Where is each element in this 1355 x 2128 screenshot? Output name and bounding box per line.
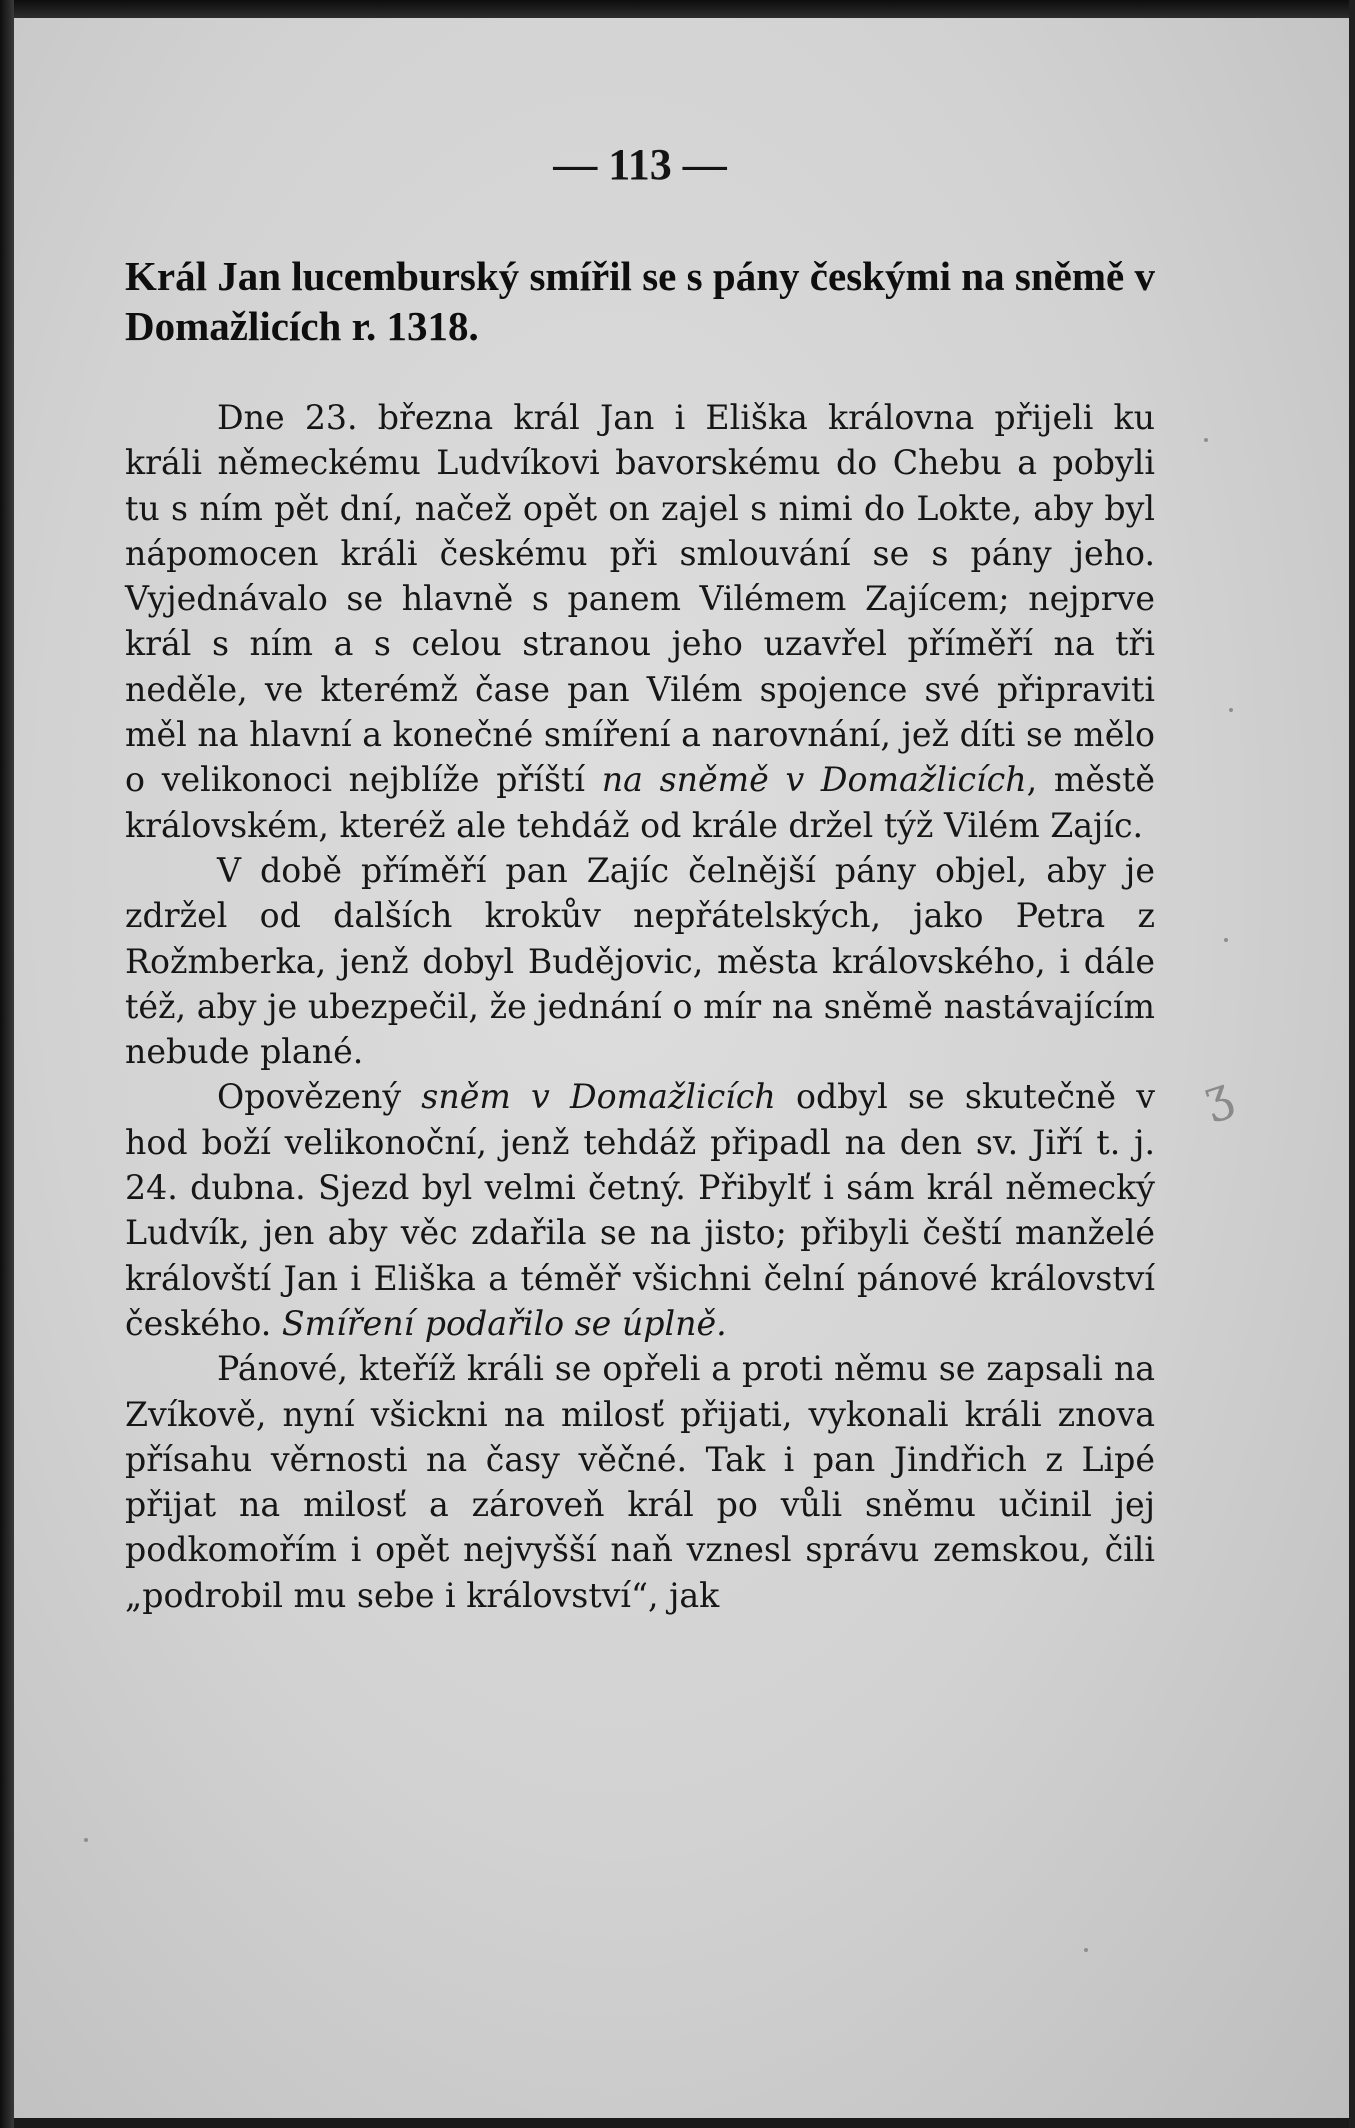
page-number: — 113 —	[553, 140, 727, 189]
italic-text-run: sněm v Domažlicích	[421, 1077, 776, 1117]
scan-left-edge	[0, 0, 14, 2128]
paragraph	[125, 1074, 1155, 1346]
paragraph	[125, 1346, 1155, 1618]
chapter-title: Král Jan lucemburský smířil se s pány českými na sněmě v Domažlicích r. 1318.	[125, 253, 1155, 349]
scan-top-edge	[0, 0, 1355, 18]
page-content	[125, 135, 1155, 1618]
text-run: Pánové, kteříž králi se opřeli a proti němu se zapsali na Zvíkově, nyní všickni na milosť přijati, vykonali králi znova přísahu věrnosti na časy věčné. Tak i pan Jindřich z Lipé přijat na milosť a zároveň král po vůli sněmu učinil jej podkomořím i opět nejvyšší naň vznesl správu zemskou, čili „podrobil mu sebe i království“, jak	[125, 1349, 1155, 1615]
text-run: Dne 23. března král Jan i Eliška královna přijeli ku králi německému Ludvíkovi bavorskému do Chebu a pobyli tu s ním pět dní, načež opět on zajel s nimi do Lokte, aby byl nápomocen králi českému při smlouvání se s pány jeho. Vyjednávalo se hlavně s panem Vilémem Zajícem; nejprve král s ním a s celou stranou jeho uzavřel příměří na tři neděle, ve kterémž čase pan Vilém spojence své připraviti měl na hlavní a konečné smíření a narovnání, jež díti se mělo o velikonoci nejblíže příští	[125, 398, 1155, 800]
paragraph	[125, 848, 1155, 1074]
text-run: V době příměří pan Zajíc čelnější pány objel, aby je zdržel od dalších krokův nepřátelských, jako Petra z Rožmberka, jenž dobyl Budějovic, města královského, i dále též, aby je ubezpečil, že jednání o mír na sněmě nastávajícím nebude plané.	[125, 850, 1155, 1072]
paragraph	[125, 395, 1155, 848]
body-text	[125, 395, 1155, 1618]
paper-speck	[1084, 1948, 1088, 1952]
text-run: Opovězený	[217, 1077, 422, 1117]
italic-text-run: Smíření podařilo se úplně.	[281, 1303, 727, 1343]
text-run: odbyl se skutečně v hod boží velikonoční, jenž tehdáž připadl na den sv. Jiří t. j. 24. dubna. Sjezd byl velmi četný. Přibylť i sám král německý Ludvík, jen aby věc zdařila se na jisto; přibyli čeští manželé královští Jan i Eliška a téměř všichni čelní pánové království českého.	[125, 1077, 1155, 1343]
text-run: , městě královském, kteréž ale tehdáž od krále držel týž Vilém Zajíc.	[125, 760, 1156, 845]
paper-speck	[1229, 708, 1233, 712]
scan-right-edge	[1349, 0, 1355, 2128]
paper-speck	[1204, 438, 1208, 442]
paper-speck	[1224, 938, 1228, 942]
margin-pencil-mark: ʒ	[1196, 1065, 1238, 1125]
paper-speck	[84, 1838, 88, 1842]
italic-text-run: na sněmě v Domažlicích	[601, 760, 1027, 800]
